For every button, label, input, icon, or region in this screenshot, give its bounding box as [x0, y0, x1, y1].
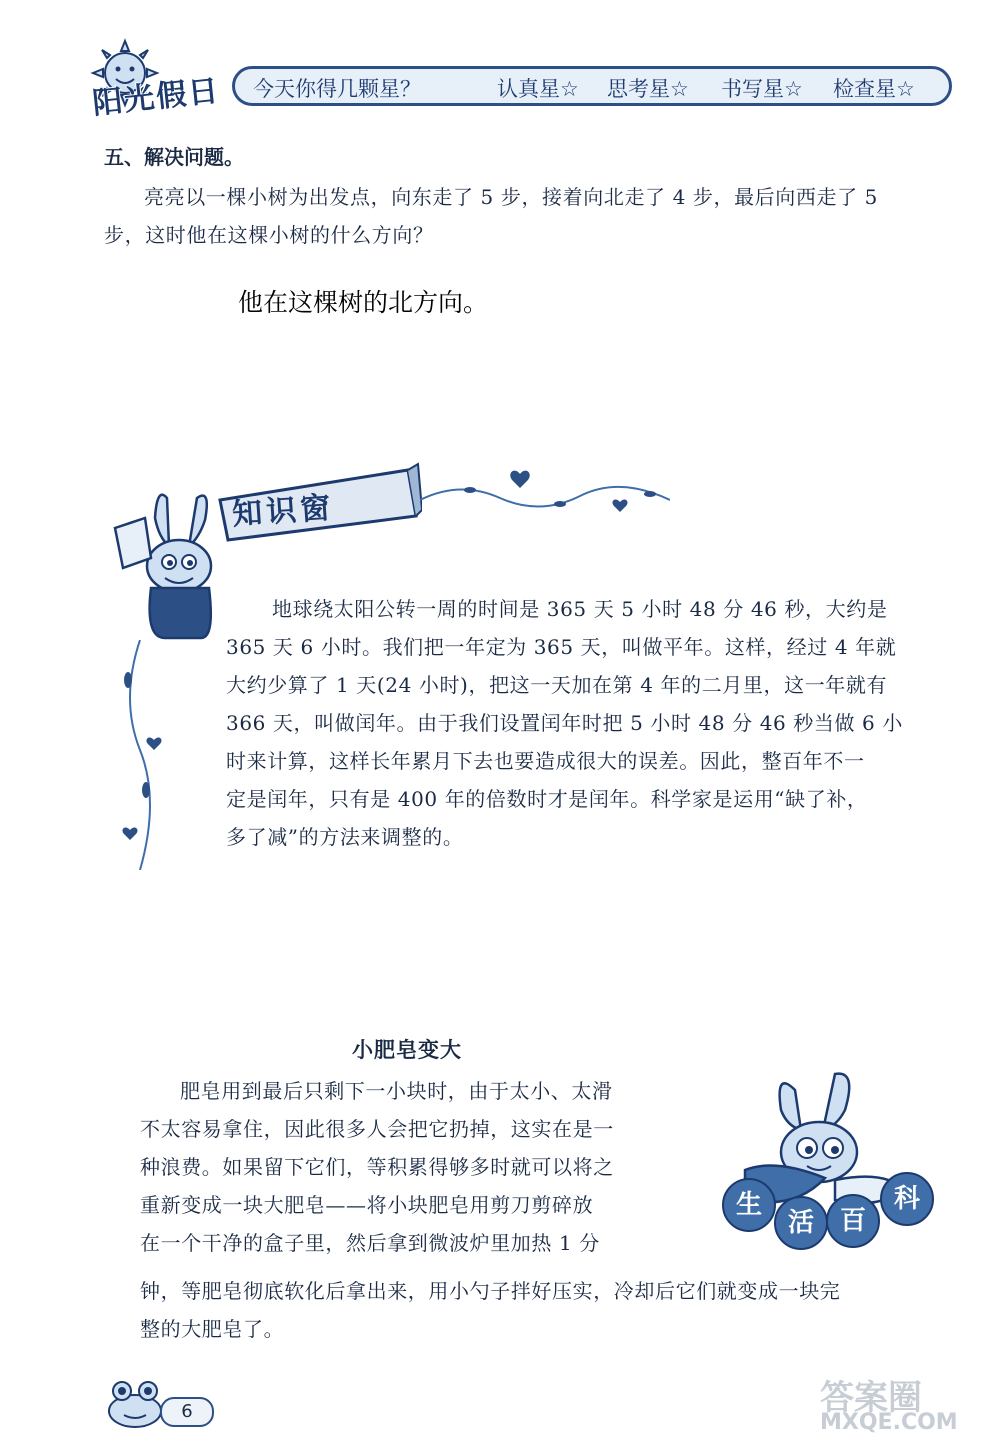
- knowledge-line-3: 大约少算了 1 天(24 小时)，把这一天加在第 4 年的二月里，这一年就有: [226, 673, 888, 697]
- frog-mascot-icon: [100, 1375, 170, 1430]
- side-vine-icon: [110, 640, 190, 870]
- star-rating-banner: [232, 66, 952, 106]
- badge-char-4: 科: [880, 1172, 934, 1226]
- knowledge-line-6: 定是闰年，只有是 400 年的倍数时才是闰年。科学家是运用“缺了补，: [226, 787, 868, 811]
- badge-char-3: 百: [826, 1194, 880, 1248]
- star-label-thinking: 思考星☆: [607, 77, 689, 101]
- rabbit-mascot-icon: [105, 488, 240, 648]
- question-line-2: 步，这时他在这棵小树的什么方向？: [104, 223, 434, 247]
- banner-prompt: 今天你得几颗星？: [253, 77, 421, 101]
- life-line-5: 在一个干净的盒子里，然后拿到微波炉里加热 1 分: [140, 1231, 600, 1255]
- badge-char-2: 活: [774, 1196, 828, 1250]
- section-heading: 五、解决问题。: [104, 145, 244, 169]
- life-line-3: 种浪费。如果留下它们，等积累得够多时就可以将之: [140, 1155, 614, 1179]
- vine-decoration-icon: [420, 460, 670, 530]
- brand-title: 阳光假日: [90, 73, 222, 122]
- knowledge-title: 知识窗: [231, 490, 336, 533]
- knowledge-line-5: 时来计算，这样长年累月下去也要造成很大的误差。因此，整百年不一: [226, 749, 865, 773]
- star-label-checking: 检查星☆: [833, 77, 915, 101]
- life-line-4: 重新变成一块大肥皂——将小块肥皂用剪刀剪碎放: [140, 1193, 594, 1217]
- life-line-1: 肥皂用到最后只剩下一小块时，由于太小、太滑: [180, 1079, 613, 1103]
- knowledge-line-7: 多了减”的方法来调整的。: [226, 825, 464, 849]
- life-line-7: 整的大肥皂了。: [140, 1317, 285, 1341]
- badge-char-1: 生: [722, 1178, 776, 1232]
- star-label-writing: 书写星☆: [721, 77, 803, 101]
- handwritten-answer: 他在这棵树的北方向。: [238, 289, 489, 317]
- life-title: 小肥皂变大: [352, 1038, 462, 1062]
- knowledge-line-4: 366 天，叫做闰年。由于我们设置闰年时把 5 小时 48 分 46 秒当做 6 小: [226, 711, 903, 735]
- watermark-logo: 答案圈: [820, 1378, 922, 1418]
- knowledge-line-2: 365 天 6 小时。我们把一年定为 365 天，叫做平年。这样，经过 4 年就: [226, 635, 897, 659]
- question-line-1: 亮亮以一棵小树为出发点，向东走了 5 步，接着向北走了 4 步，最后向西走了 5: [144, 185, 878, 209]
- star-label-careful: 认真星☆: [497, 77, 579, 101]
- life-line-6: 钟，等肥皂彻底软化后拿出来，用小勺子拌好压实，冷却后它们就变成一块完: [140, 1279, 841, 1303]
- watermark-url: MXQE.COM: [820, 1410, 958, 1435]
- knowledge-line-1: 地球绕太阳公转一周的时间是 365 天 5 小时 48 分 46 秒，大约是: [272, 597, 888, 621]
- life-line-2: 不太容易拿住，因此很多人会把它扔掉，这实在是一: [140, 1117, 614, 1141]
- page-number: 6: [160, 1397, 214, 1427]
